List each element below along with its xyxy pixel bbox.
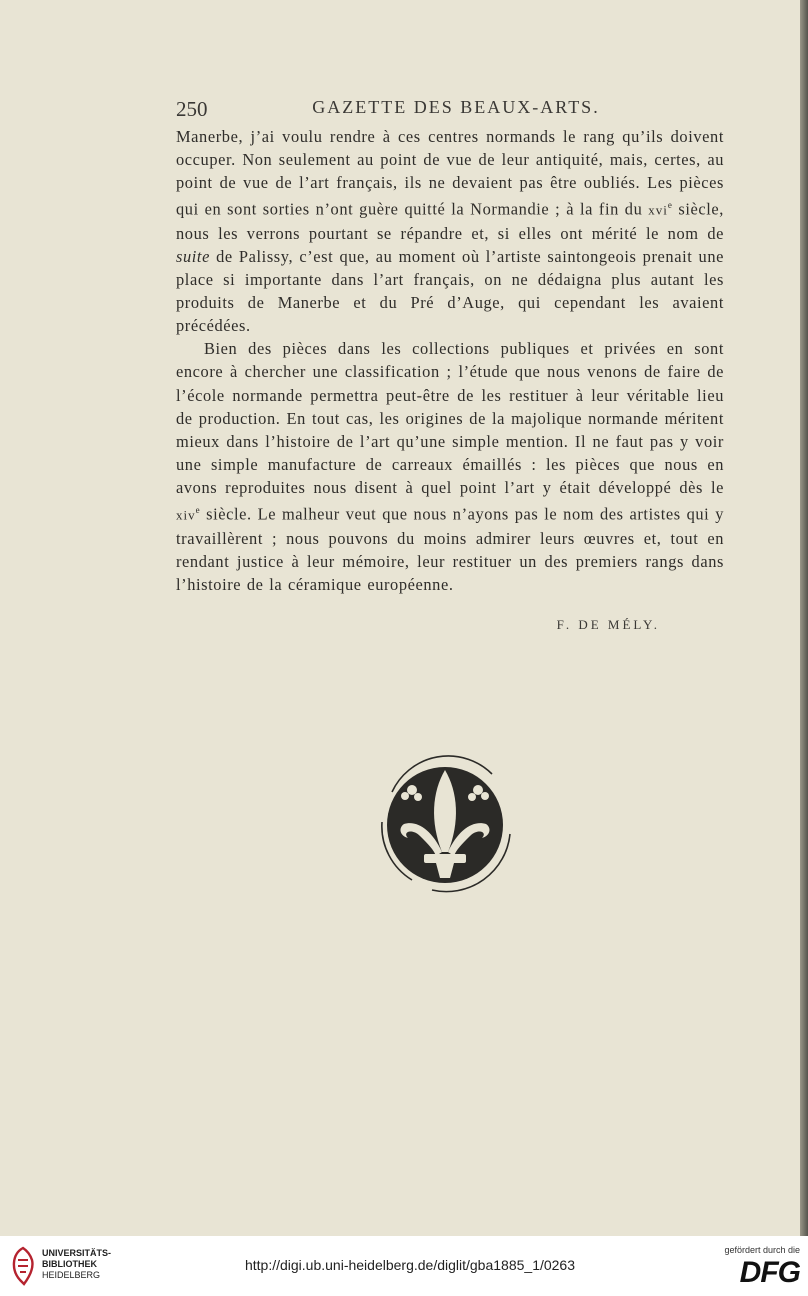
funding-note: gefördert durch die — [724, 1245, 800, 1255]
journal-title: GAZETTE DES BEAUX-ARTS. — [312, 97, 600, 117]
university-library-logo-icon[interactable] — [8, 1246, 38, 1286]
dfg-logo[interactable]: DFG — [739, 1256, 800, 1289]
page-edge — [800, 0, 808, 1236]
running-head — [176, 93, 724, 123]
fleur-de-lis-roundel-icon — [372, 752, 518, 898]
permalink-url[interactable]: http://digi.ub.uni-heidelberg.de/diglit/gba1885_1/0263 — [244, 1257, 576, 1273]
author-signature: F. DE MÉLY. — [556, 617, 660, 632]
page-number: 250 — [176, 97, 208, 121]
article-body — [176, 125, 724, 596]
library-name[interactable]: UNIVERSITÄTS- BIBLIOTHEK HEIDELBERG — [42, 1248, 112, 1280]
viewer-footer — [0, 1236, 808, 1296]
paragraph-1: Manerbe, j’ai voulu rendre à ces centres normands le rang qu’ils doivent occuper. Non seulement au point de vue de leur antiquité, mais, certes, au point de vue de l’art français, ils ne devaient pas être oubliés. Les pièces qui en sont sorties n’ont guère quitté la Normandie ; à la fin du xvi$^e$ siècle, nous les verrons pourtant se répandre et, si elles ont mérité le nom de suite de Palissy, c’est que, au moment où l’artiste saintongeois prenait une place si importante dans l’art français, on ne dédaigna plus autant les produits de Manerbe et du Pré d’Auge, qui cependant les avaient précédées. — [176, 127, 724, 336]
paragraph-2: Bien des pièces dans les collections publiques et privées en sont encore à chercher une classification ; l’étude que nous venons de faire de l’école normande permettra peut-être de les restituer à leur véritable lieu de production. En tout cas, les origines de la majolique normande méritent mieux dans l’histoire de l’art qu’une simple mention. Il ne faut pas y voir une simple manufacture de carreaux émaillés : les pièces que nous en avons reproduites nous disent à quel point l’art y était développé dès le xiv$^e$ siècle. Le malheur veut que nous n’ayons pas le nom des artistes qui y travaillèrent ; nous pouvons du moins admirer leurs œuvres et, tout en rendant justice à leur mémoire, leur restituer un des premiers rangs dans l’histoire de la céramique européenne. — [176, 339, 724, 594]
